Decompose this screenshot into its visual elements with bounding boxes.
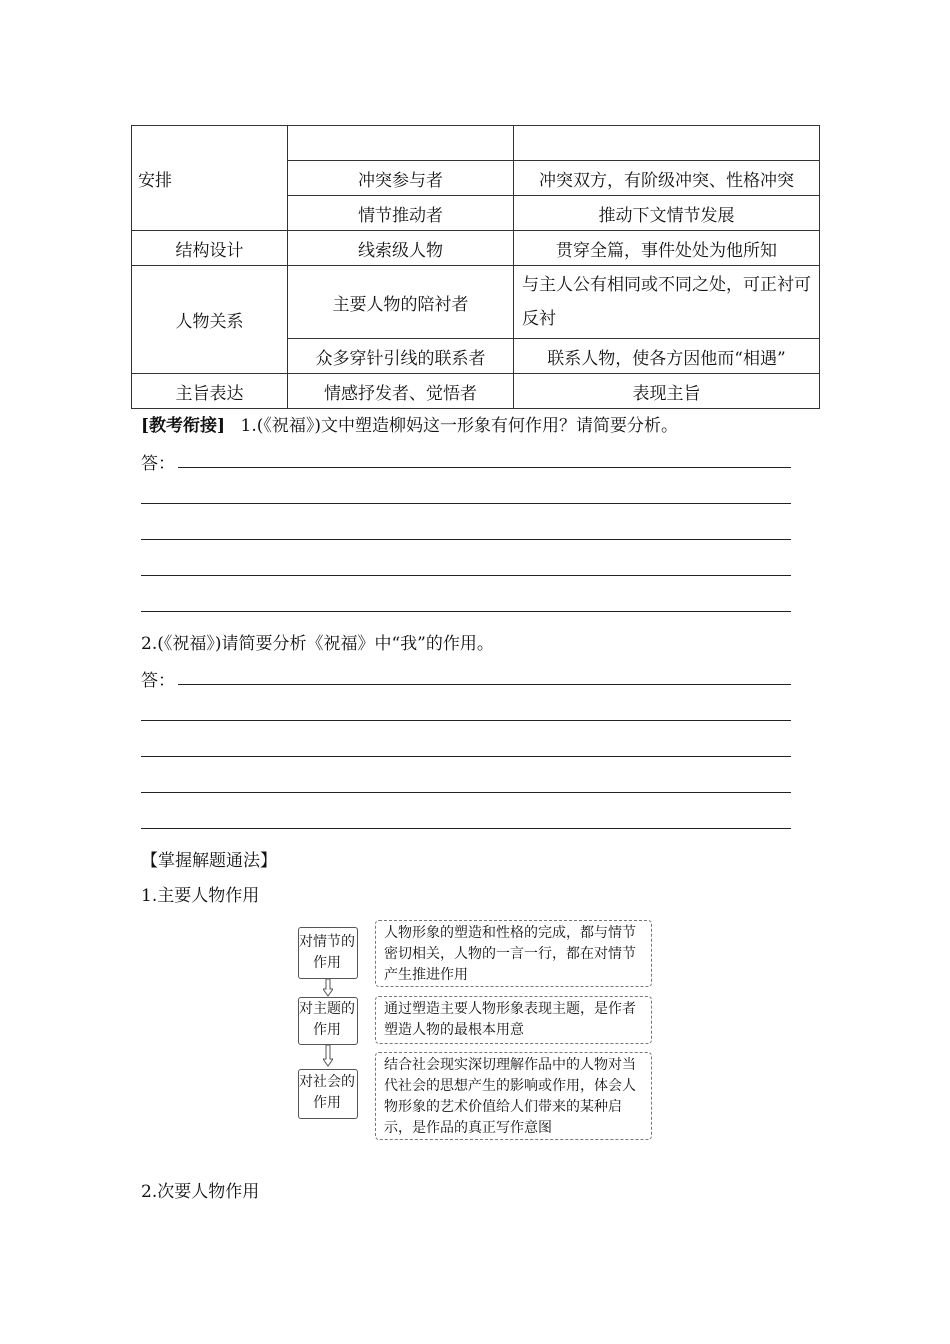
table-cell: 表现主旨: [514, 374, 820, 409]
method-title: 【掌握解题通法】: [141, 851, 277, 871]
diagram-description: 结合社会现实深切理解作品中的人物对当代社会的思想产生的影响或作用，体会人物形象的艺术价值给人们带来的某种启示，是作品的真正写作意图: [375, 1052, 652, 1140]
answer-line[interactable]: [141, 756, 791, 757]
table-cell: 推动下文情节发展: [514, 196, 820, 231]
table-cell: [514, 126, 820, 161]
answer-line[interactable]: [141, 828, 791, 829]
group-renwu: 人物关系: [132, 266, 288, 374]
answer-line[interactable]: [141, 720, 791, 721]
diagram-description: 人物形象的塑造和性格的完成，都与情节密切相关，人物的一言一行，都在对情节产生推进作用: [375, 920, 652, 987]
table-cell: 情节推动者: [288, 196, 514, 231]
question-2: 2.(《祝福》)请简要分析《祝福》中“我”的作用。: [141, 634, 494, 654]
question-1-text: 1.(《祝福》)文中塑造柳妈这一形象有何作用？请简要分析。: [240, 416, 678, 436]
diagram-description: 通过塑造主要人物形象表现主题，是作者塑造人物的最根本用意: [375, 996, 652, 1044]
diagram-label: 对情节的作用: [299, 934, 355, 971]
table-cell: 情感抒发者、觉悟者: [288, 374, 514, 409]
diagram-label: 对社会的作用: [299, 1074, 355, 1111]
answer-line[interactable]: [178, 684, 791, 685]
table-cell: 冲突参与者: [288, 161, 514, 196]
table-cell: 主要人物的陪衬者: [288, 266, 514, 339]
answer-line[interactable]: [178, 467, 791, 468]
diagram-label: 对主题的作用: [299, 1001, 355, 1038]
table-cell: 与主人公有相同或不同之处，可正衬可反衬: [514, 266, 820, 339]
table-cell: 线索级人物: [288, 231, 514, 266]
answer-line[interactable]: [141, 792, 791, 793]
down-arrow-icon: [323, 979, 333, 997]
down-arrow-icon: [323, 1045, 333, 1067]
answer-line[interactable]: [141, 539, 791, 540]
answer-label: 答：: [141, 671, 175, 691]
table-cell: 结构设计: [132, 231, 288, 266]
question-1: [141, 411, 678, 436]
group-anpai: 安排: [132, 126, 288, 231]
exam-tag: [教考衔接]: [141, 416, 226, 436]
table-cell: 主旨表达: [132, 374, 288, 409]
table-cell: 众多穿针引线的联系者: [288, 339, 514, 374]
table-cell: 冲突双方，有阶级冲突、性格冲突: [514, 161, 820, 196]
table-cell: [288, 126, 514, 161]
answer-label: 答：: [141, 454, 175, 474]
answer-line[interactable]: [141, 575, 791, 576]
table-cell: 贯穿全篇，事件处处为他所知: [514, 231, 820, 266]
answer-line[interactable]: [141, 611, 791, 612]
method-subtitle-2: 2.次要人物作用: [141, 1182, 260, 1202]
roles-table: [131, 125, 820, 409]
table-cell: 联系人物，使各方因他而“相遇”: [514, 339, 820, 374]
method-subtitle-1: 1.主要人物作用: [141, 886, 260, 906]
answer-line[interactable]: [141, 503, 791, 504]
